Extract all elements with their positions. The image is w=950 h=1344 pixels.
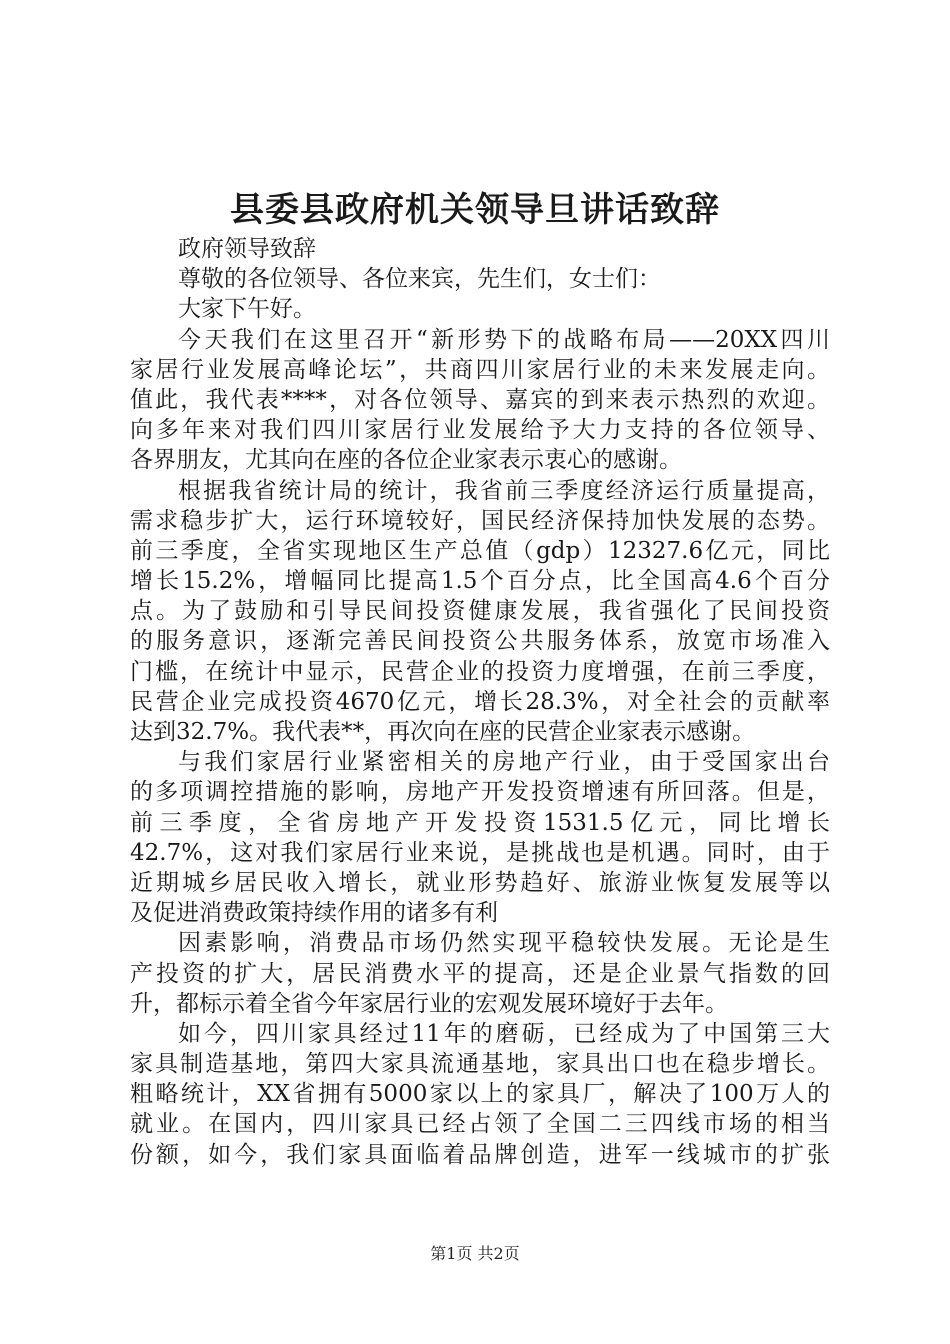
text-line: 升，都标示着全省今年家居行业的宏观发展环境好于去年。 (130, 990, 728, 1017)
text-line: 近期城乡居民收入增长，就业形势趋好、旅游业恢复发展等以 (130, 869, 830, 896)
text-line: 达到32.7%。我代表**，再次向在座的民营企业家表示感谢。 (130, 719, 756, 745)
text-line: 家具制造基地，第四大家具流通基地，家具出口也在稳步增长。 (130, 1051, 830, 1078)
document-body (130, 234, 830, 1170)
text-line: 份额，如今，我们家具面临着品牌创造，进军一线城市的扩张 (130, 1141, 830, 1168)
text-line: 就业。在国内，四川家具已经占领了全国二三四线市场的相当 (130, 1111, 830, 1138)
text-line: 今天我们在这里召开“新形势下的战略布局——20XX四川 (178, 326, 830, 353)
text-line: 尊敬的各位领导、各位来宾，先生们，女士们： (178, 266, 661, 293)
page-footer: 第1页 共2页 (430, 1244, 520, 1263)
text-line: 前三季度，全省实现地区生产总值（gdp）12327.6亿元，同比 (130, 537, 830, 564)
text-line: 政府领导致辞 (178, 236, 316, 262)
text-line: 产投资的扩大，居民消费水平的提高，还是企业景气指数的回 (130, 960, 830, 987)
text-line: 与我们家居行业紧密相关的房地产行业，由于受国家出台 (178, 749, 830, 776)
text-line: 42.7%，这对我们家居行业来说，是挑战也是机遇。同时，由于 (130, 839, 830, 866)
text-line: 值此，我代表****，对各位领导、嘉宾的到来表示热烈的欢迎。 (130, 386, 830, 413)
text-line: 民营企业完成投资4670亿元，增长28.3%，对全社会的贡献率 (130, 688, 830, 715)
text-line: 的多项调控措施的影响，房地产开发投资增速有所回落。但是， (130, 779, 830, 806)
text-line: 门槛，在统计中显示，民营企业的投资力度增强，在前三季度， (130, 658, 830, 685)
text-line: 点。为了鼓励和引导民间投资健康发展，我省强化了民间投资 (130, 598, 830, 625)
text-line: 前三季度，全省房地产开发投资1531.5亿元，同比增长 (130, 809, 830, 836)
text-line: 粗略统计，XX省拥有5000家以上的家具厂，解决了100万人的 (130, 1081, 830, 1108)
text-line: 向多年来对我们四川家居行业发展给予大力支持的各位领导、 (130, 417, 830, 444)
text-line: 需求稳步扩大，运行环境较好，国民经济保持加快发展的态势。 (130, 507, 830, 534)
text-line: 根据我省统计局的统计，我省前三季度经济运行质量提高， (178, 477, 830, 504)
text-line: 及促进消费政策持续作用的诸多有利 (130, 900, 498, 927)
text-line: 增长15.2%，增幅同比提高1.5个百分点，比全国高4.6个百分 (130, 568, 830, 595)
text-line: 的服务意识，逐渐完善民间投资公共服务体系，放宽市场准入 (130, 628, 830, 655)
document-title: 县委县政府机关领导旦讲话致辞 (230, 190, 720, 230)
text-line: 各界朋友，尤其向在座的各位企业家表示衷心的感谢。 (130, 447, 682, 474)
text-line: 大家下午好。 (178, 296, 316, 323)
text-line: 因素影响，消费品市场仍然实现平稳较快发展。无论是生 (178, 930, 830, 957)
text-line: 如今，四川家具经过11年的磨砺，已经成为了中国第三大 (178, 1020, 830, 1047)
text-line: 家居行业发展高峰论坛”，共商四川家居行业的未来发展走向。 (130, 356, 830, 383)
